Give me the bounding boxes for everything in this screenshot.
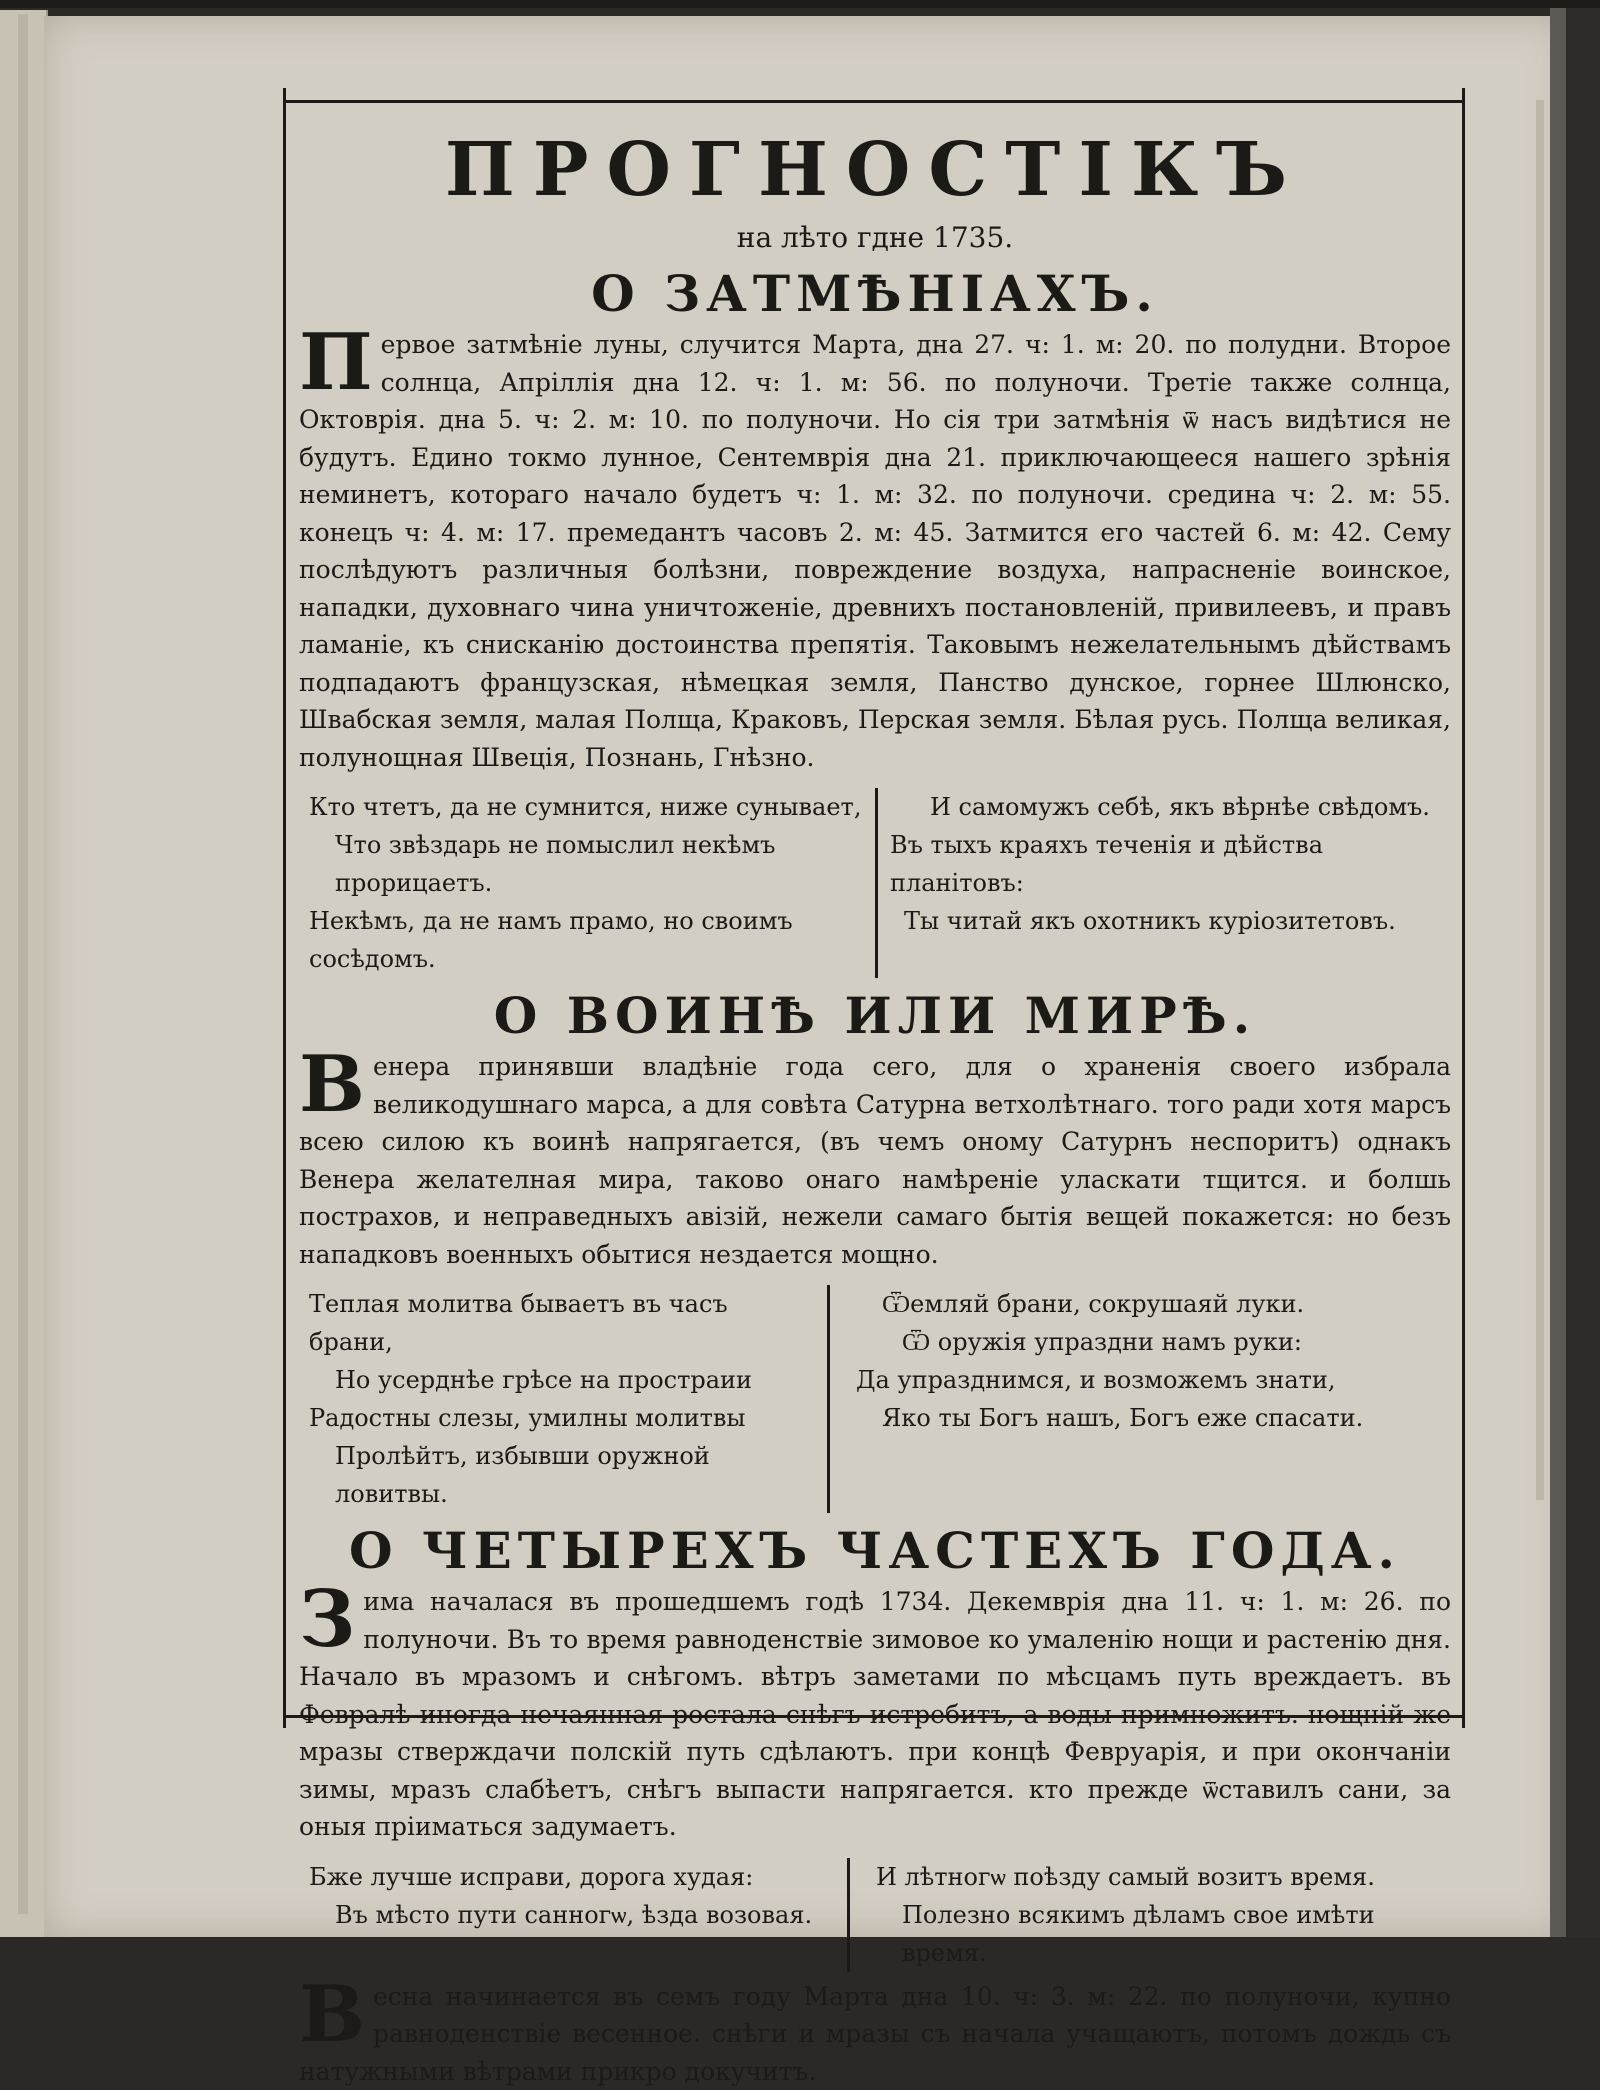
verse-line: Кто чтетъ, да не сумнится, ниже сунывает, bbox=[295, 788, 863, 826]
winter-text: има началася въ прошедшемъ годѣ 1734. Декемврія дна 11. ч: 1. м: 26. по полуночи. Въ то время равноденствіе зимовое ко умаленію нощи и растенію дня. Начало въ мразомъ и снѣгомъ. вѣтръ заметами по мѣсцамъ путь вреждаетъ. въ Февралѣ иногда нечаянная ростала снѣгъ истребитъ, а воды примножитъ. нощній же мразы стверждачи полскій путь сдѣлаютъ. при концѣ Февруарія, и при окончаніи зимы, мразъ слабѣетъ, снѣгъ выпасти напрягается. кто прежде ѿставилъ сани, за оныя пріиматься задумаетъ. bbox=[299, 1587, 1451, 1841]
verse-line: Ѿ оружія упраздни намъ руки: bbox=[842, 1323, 1442, 1361]
page-title: ПРОГНОСТІКЪ bbox=[295, 122, 1455, 218]
eclipses-verse bbox=[295, 788, 1455, 978]
verse-left-column bbox=[295, 1858, 835, 1972]
verse-line: Бже лучше исправи, дорога худая: bbox=[295, 1858, 835, 1896]
verse-line: Радостны слезы, умилны молитвы bbox=[295, 1399, 815, 1437]
eclipses-heading: О ЗАТМѢНІАХЪ. bbox=[295, 262, 1455, 326]
war-verse bbox=[295, 1285, 1455, 1513]
book-spine bbox=[1566, 8, 1600, 1937]
spring-dropcap: В bbox=[299, 1980, 365, 2050]
next-page-edge bbox=[1536, 100, 1544, 1500]
eclipses-section bbox=[295, 262, 1455, 978]
verse-line: Въ мѣсто пути санногѡ, ѣзда возовая. bbox=[295, 1896, 835, 1934]
verse-line: Въ тыхъ краяхъ теченія и дѣйства планітовъ: bbox=[890, 826, 1450, 902]
verse-right-column bbox=[862, 1858, 1442, 1972]
page-content bbox=[295, 110, 1455, 2090]
seasons-verse bbox=[295, 1858, 1455, 1972]
spring-paragraph bbox=[295, 1978, 1455, 2090]
verse-line: Некѣмъ, да не намъ прамо, но своимъ сосѣдомъ. bbox=[295, 902, 863, 978]
eclipses-dropcap: П bbox=[299, 328, 373, 398]
verse-left-column bbox=[295, 1285, 815, 1513]
verse-line: Теплая молитва бываетъ въ часъ брани, bbox=[295, 1285, 815, 1361]
verse-line: Но усерднѣе грѣсе на простраии bbox=[295, 1361, 815, 1399]
binding-shadow bbox=[1550, 8, 1566, 1937]
page-subtitle: на лѣто гдне 1735. bbox=[295, 218, 1455, 258]
war-section bbox=[295, 984, 1455, 1513]
verse-line: Что звѣздарь не помыслил некѣмъ прорицаетъ. bbox=[295, 826, 863, 902]
verse-line: Полезно всякимъ дѣламъ свое имѣти время. bbox=[862, 1896, 1442, 1972]
war-text: енера принявши владѣніе года сего, для о храненія своего избрала великодушнаго марса, а для совѣта Сатурна ветхолѣтнаго. того ради хотя марсъ всею силою къ воинѣ напрягается, (въ чемъ оному Сатурнъ неспоритъ) однакъ Венера желателная мира, таково онаго намѣреніе уласкати тщится. и болшь пострахов, и неправедныхъ авізій, нежели самаго бытія вещей покажется: но безъ нападковъ военныхъ обытися нездается мощно. bbox=[299, 1052, 1451, 1269]
verse-right-column bbox=[842, 1285, 1442, 1513]
spring-text: есна начинается въ семъ году Марта дна 10. ч: 3. м: 22. по полуночи, купно равноденствіе весенное. снѣги и мразы съ начала учащаютъ, потомъ дождь съ натужными вѣтрами прикро докучитъ. bbox=[299, 1982, 1451, 2086]
verse-left-column bbox=[295, 788, 863, 978]
verse-line: Да упразднимся, и возможемъ знати, bbox=[842, 1361, 1442, 1399]
verse-line: Яко ты Богъ нашъ, Богъ еже спасати. bbox=[842, 1399, 1442, 1437]
page-stack-shadow bbox=[18, 14, 28, 1914]
verse-divider bbox=[827, 1285, 830, 1513]
war-dropcap: В bbox=[299, 1050, 365, 1120]
winter-paragraph bbox=[295, 1583, 1455, 1846]
verse-line: Пролѣйтъ, избывши оружной ловитвы. bbox=[295, 1437, 815, 1513]
war-heading: О ВОИНѢ ИЛИ МИРѢ. bbox=[295, 984, 1455, 1048]
seasons-heading: О ЧЕТЫРЕХЪ ЧАСТЕХЪ ГОДА. bbox=[295, 1519, 1455, 1583]
scan-border-top bbox=[0, 0, 1600, 8]
eclipses-text: ервое затмѣніе луны, случится Марта, дна 27. ч: 1. м: 20. по полудни. Второе солнца, Апріллія дна 12. ч: 1. м: 56. по полуночи. Третіе также солнца, Октоврія. дна 5. ч: 2. м: 10. по полуночи. Но сія три затмѣнія ѿ насъ видѣтися не будутъ. Едино токмо лунное, Сентемврія дна 21. приключающееся нашего зрѣнія неминетъ, котораго начало будетъ ч: 1. м: 32. по полуночи. средина ч: 2. м: 55. конецъ ч: 4. м: 17. премедантъ часовъ 2. м: 45. Затмится его частей 6. м: 42. Сему послѣдуютъ различныя болѣзни, повреждение воздуха, напрасненіе воинское, нападки, духовнаго чина уничтоженіе, древнихъ постановленій, привилеевъ, и правъ ламаніе, къ снисканію достоинства препятія. Таковымъ нежелательнымъ дѣйствамъ подпадаютъ французская, нѣмецкая земля, Панство дунское, горнее Шлюнско, Швабская земля, малая Полща, Краковъ, Перская земля. Бѣлая русь. Полща великая, полунощная Швеція, Познань, Гнѣзно. bbox=[299, 330, 1451, 772]
war-paragraph bbox=[295, 1048, 1455, 1273]
verse-divider bbox=[875, 788, 878, 978]
verse-line: Ты читай якъ охотникъ куріозитетовъ. bbox=[890, 902, 1450, 940]
seasons-section bbox=[295, 1519, 1455, 2090]
verse-line: И лѣтногѡ поѣзду самый возитъ время. bbox=[862, 1858, 1442, 1896]
verse-line: И самомужъ себѣ, якъ вѣрнѣе свѣдомъ. bbox=[890, 788, 1450, 826]
eclipses-paragraph bbox=[295, 326, 1455, 776]
verse-right-column bbox=[890, 788, 1450, 978]
verse-divider bbox=[847, 1858, 850, 1972]
winter-dropcap: З bbox=[299, 1585, 355, 1655]
verse-line: Ѿемляй брани, сокрушаяй луки. bbox=[842, 1285, 1442, 1323]
